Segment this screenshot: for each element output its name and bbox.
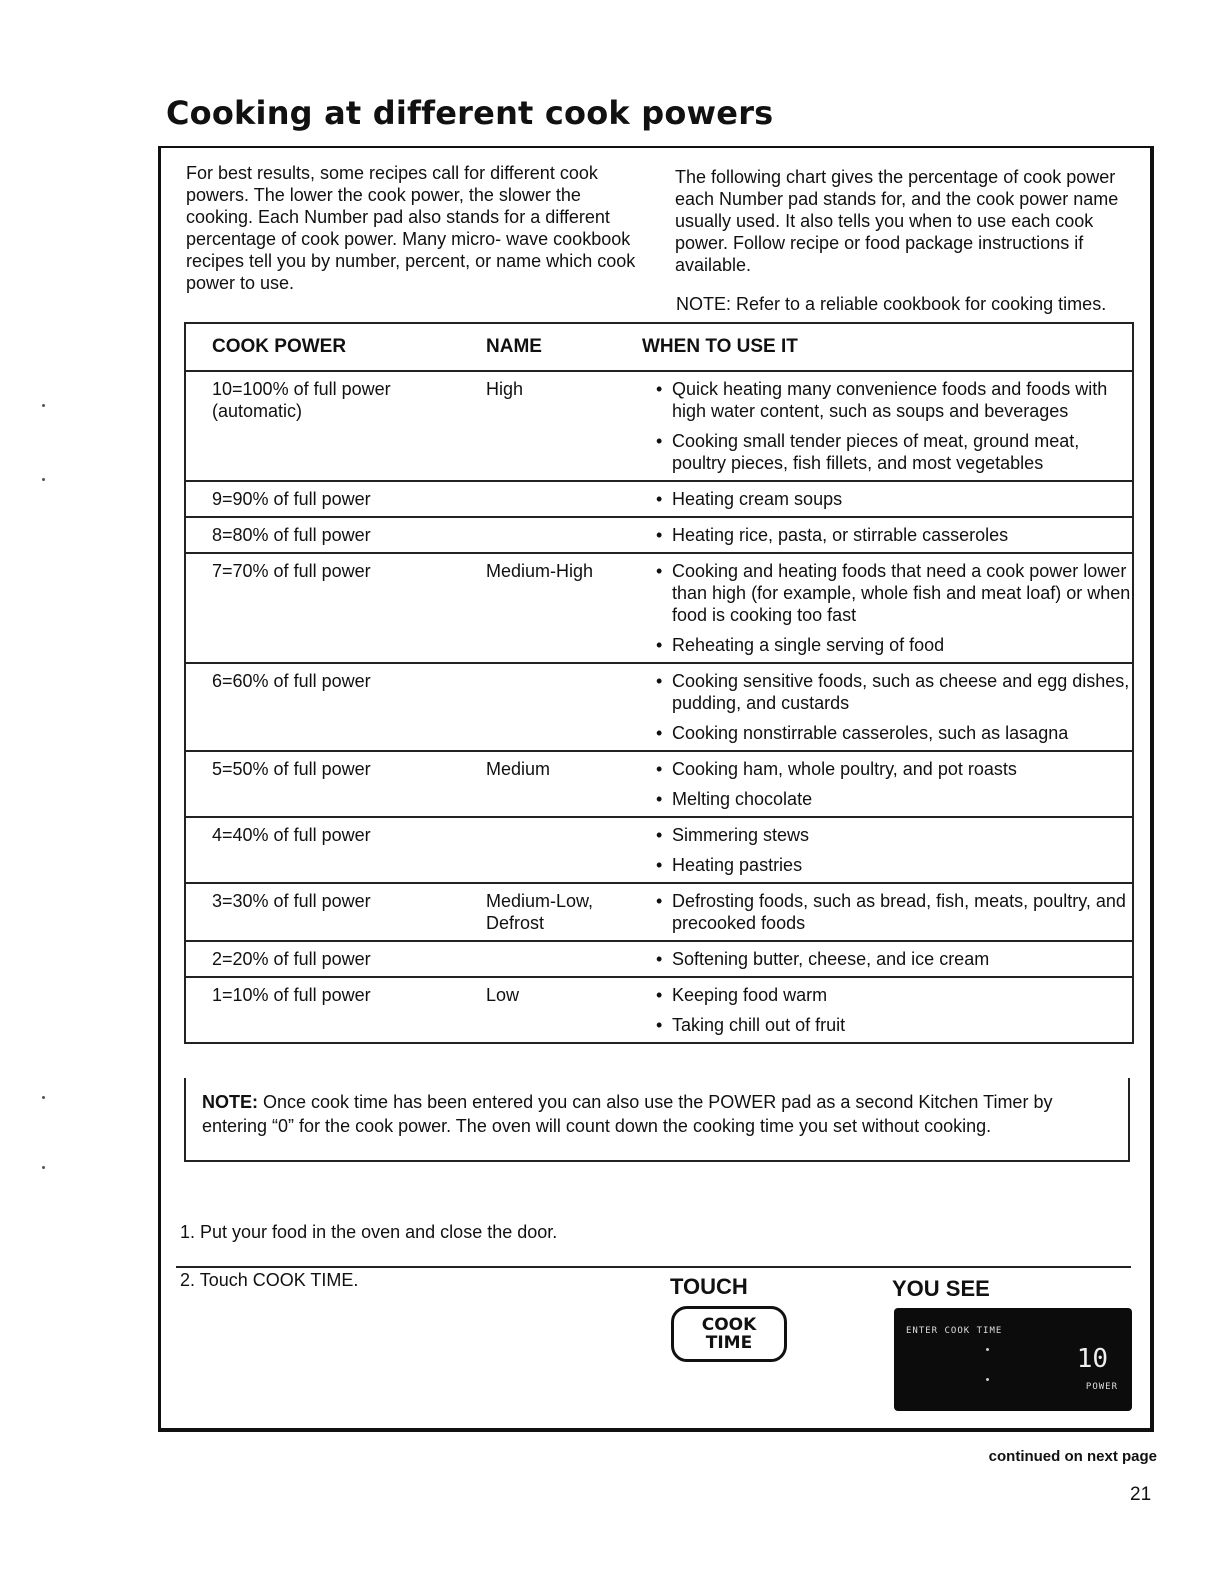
continued-note: continued on next page — [988, 1448, 1157, 1465]
table-header-row — [186, 324, 1132, 372]
table-row — [186, 978, 1132, 1042]
table-body — [186, 372, 1132, 1042]
use-text: Defrosting foods, such as bread, fish, meats, poultry, and precooked foods — [672, 891, 1126, 933]
touch-header: TOUCH — [670, 1274, 748, 1299]
cook-power-cell: 8=80% of full power — [212, 525, 371, 545]
bullet-icon: • — [656, 759, 663, 779]
name-cell: Low — [486, 985, 520, 1005]
when-to-use-cell — [626, 554, 1132, 662]
use-bullet — [656, 524, 1132, 546]
use-bullet — [656, 670, 1132, 714]
use-text: Reheating a single serving of food — [672, 635, 945, 655]
cook-time-button-line1: COOK — [701, 1315, 757, 1335]
page-title: Cooking at different cook powers — [166, 94, 774, 132]
when-to-use-cell — [626, 482, 1132, 516]
cook-power-cell: 3=30% of full power — [212, 891, 371, 911]
when-to-use-cell — [626, 884, 1132, 940]
use-bullet — [656, 824, 1132, 846]
display-value: 10 — [1076, 1344, 1108, 1374]
intro-note: NOTE: Refer to a reliable cookbook for cooking times. — [676, 294, 1107, 314]
cook-power-cell: 7=70% of full power — [212, 561, 371, 581]
bullet-icon: • — [656, 431, 663, 451]
name-cell: High — [486, 379, 524, 399]
table-row — [186, 664, 1132, 752]
bullet-icon: • — [656, 949, 663, 969]
use-text: Simmering stews — [672, 825, 810, 845]
intro-right-paragraph: The following chart gives the percentage of cook power each Number pad stands for, and the cook power name usually used. It also tells you when to use each cook power. Follow recipe or food package instructions if available. — [675, 167, 1119, 275]
name-cell — [466, 942, 626, 976]
use-bullet — [656, 560, 1132, 626]
header-when-to-use: WHEN TO USE IT — [642, 336, 798, 357]
use-bullet — [656, 758, 1132, 780]
use-bullet — [656, 1014, 1132, 1036]
page-number: 21 — [1130, 1484, 1152, 1505]
bullet-icon: • — [656, 1015, 663, 1035]
table-row — [186, 372, 1132, 482]
name-cell — [466, 518, 626, 552]
margin-mark — [42, 404, 45, 407]
use-text: Cooking sensitive foods, such as cheese and egg dishes, pudding, and custards — [672, 671, 1130, 713]
bullet-icon: • — [656, 489, 663, 509]
margin-mark — [42, 1166, 45, 1169]
use-bullet — [656, 984, 1132, 1006]
step-2: 2. Touch COOK TIME. — [180, 1270, 359, 1290]
use-bullet — [656, 854, 1132, 876]
when-to-use-cell — [626, 818, 1132, 882]
use-bullet — [656, 788, 1132, 810]
note-box — [184, 1078, 1130, 1162]
use-text: Heating pastries — [672, 855, 803, 875]
when-to-use-cell — [626, 752, 1132, 816]
step-divider — [176, 1266, 1131, 1268]
display-dot — [986, 1378, 989, 1381]
table-row — [186, 518, 1132, 554]
bullet-icon: • — [656, 985, 663, 1005]
when-to-use-cell — [626, 518, 1132, 552]
bullet-icon: • — [656, 561, 663, 581]
oven-display — [894, 1308, 1132, 1411]
bullet-icon: • — [656, 825, 663, 845]
name-cell — [466, 818, 626, 882]
use-text: Cooking ham, whole poultry, and pot roasts — [672, 759, 1017, 779]
header-name: NAME — [486, 336, 542, 357]
name-cell — [466, 482, 626, 516]
bullet-icon: • — [656, 525, 663, 545]
when-to-use-cell — [626, 664, 1132, 750]
cook-power-table — [184, 322, 1134, 1044]
display-label: ENTER COOK TIME — [906, 1326, 1003, 1336]
use-bullet — [656, 488, 1132, 510]
use-bullet — [656, 430, 1132, 474]
bullet-icon: • — [656, 379, 663, 399]
use-text: Cooking nonstirrable casseroles, such as lasagna — [672, 723, 1069, 743]
use-bullet — [656, 722, 1132, 744]
use-text: Taking chill out of fruit — [672, 1015, 846, 1035]
bullet-icon: • — [656, 855, 663, 875]
margin-mark — [42, 1096, 45, 1099]
note-text: Once cook time has been entered you can also use the POWER pad as a second Kitchen Timer by entering “0” for the cook power. The oven will count down the cooking time you set without cooking. — [202, 1092, 1053, 1136]
table-row — [186, 942, 1132, 978]
when-to-use-cell — [626, 372, 1132, 480]
table-row — [186, 884, 1132, 942]
name-cell: Medium-High — [486, 561, 594, 581]
name-cell: Medium — [486, 759, 551, 779]
name-cell — [466, 664, 626, 750]
table-row — [186, 752, 1132, 818]
bullet-icon: • — [656, 891, 663, 911]
table-row — [186, 554, 1132, 664]
cook-power-cell: 9=90% of full power — [212, 489, 371, 509]
use-text: Heating rice, pasta, or stirrable casseroles — [672, 525, 1009, 545]
use-text: Cooking and heating foods that need a cook power lower than high (for example, whole fish and meat loaf) or when food is cooking too fast — [672, 561, 1131, 625]
cook-power-cell: 10=100% of full power (automatic) — [212, 379, 391, 421]
cook-time-button[interactable] — [671, 1306, 787, 1362]
bullet-icon: • — [656, 723, 663, 743]
use-bullet — [656, 634, 1132, 656]
step-1: 1. Put your food in the oven and close the door. — [180, 1222, 558, 1242]
table-row — [186, 818, 1132, 884]
use-bullet — [656, 948, 1132, 970]
name-cell: Medium-Low, Defrost — [486, 891, 594, 933]
use-text: Quick heating many convenience foods and foods with high water content, such as soups and beverages — [672, 379, 1108, 421]
use-bullet — [656, 378, 1132, 422]
bullet-icon: • — [656, 671, 663, 691]
note-label: NOTE: — [202, 1092, 258, 1112]
cook-power-cell: 2=20% of full power — [212, 949, 371, 969]
you-see-header: YOU SEE — [892, 1276, 990, 1301]
margin-mark — [42, 478, 45, 481]
header-cook-power: COOK POWER — [212, 336, 347, 357]
when-to-use-cell — [626, 942, 1132, 976]
cook-power-cell: 5=50% of full power — [212, 759, 371, 779]
intro-left-paragraph: For best results, some recipes call for different cook powers. The lower the cook power, the slower the cooking. Each Number pad also stands for a different percentage of cook power. Many micro- wave cookbook recipes tell you by number, percent, or name which cook power to use. — [186, 163, 636, 293]
bullet-icon: • — [656, 635, 663, 655]
use-bullet — [656, 890, 1132, 934]
cook-time-button-line2: TIME — [705, 1333, 753, 1353]
display-dot — [986, 1348, 989, 1351]
use-text: Melting chocolate — [672, 789, 813, 809]
use-text: Keeping food warm — [672, 985, 828, 1005]
display-power-label: POWER — [1085, 1382, 1118, 1392]
content-frame-left-border — [158, 146, 161, 1432]
cook-power-cell: 6=60% of full power — [212, 671, 371, 691]
use-text: Heating cream soups — [672, 489, 843, 509]
use-text: Softening butter, cheese, and ice cream — [672, 949, 990, 969]
table-row — [186, 482, 1132, 518]
bullet-icon: • — [656, 789, 663, 809]
when-to-use-cell — [626, 978, 1132, 1042]
cook-power-cell: 4=40% of full power — [212, 825, 371, 845]
cook-power-cell: 1=10% of full power — [212, 985, 371, 1005]
use-text: Cooking small tender pieces of meat, ground meat, poultry pieces, fish fillets, and most vegetables — [672, 431, 1080, 473]
